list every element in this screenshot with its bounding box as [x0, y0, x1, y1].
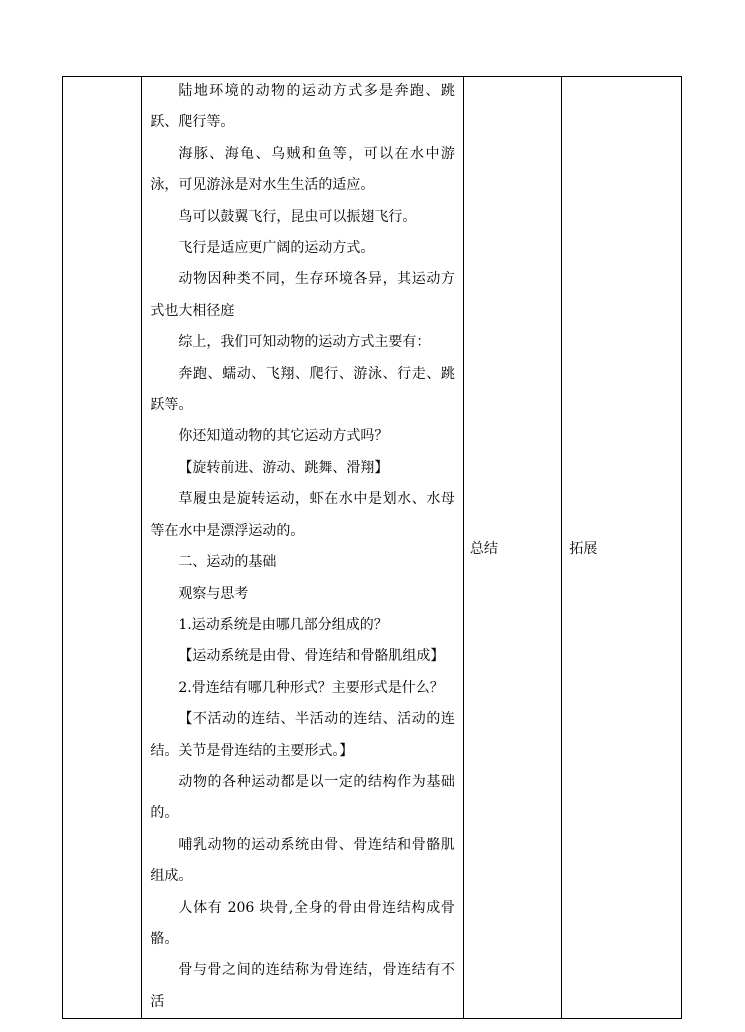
- paragraph: 【旋转前进、游动、跳舞、滑翔】: [178, 459, 389, 476]
- paragraph: 动物因种类不同，生存环境各异，其运动方式也大相径庭: [150, 271, 455, 319]
- summary-cell: [463, 77, 561, 1019]
- paragraph: 飞行是适应更广阔的运动方式。: [178, 240, 375, 257]
- empty-cell: [63, 77, 142, 1019]
- section-heading: 二、运动的基础: [178, 554, 277, 571]
- question: 1.运动系统是由哪几部分组成的？: [178, 616, 388, 633]
- paragraph: 鸟可以鼓翼飞行，昆虫可以振翅飞行。: [178, 208, 417, 225]
- paragraph: 哺乳动物的运动系统由骨、骨连结和骨骼肌组成。: [150, 836, 455, 885]
- paragraph: 陆地环境的动物的运动方式多是奔跑、跳跃、爬行等。: [150, 83, 455, 131]
- paragraph: 骨与骨之间的连结称为骨连结，骨连结有不活: [150, 962, 455, 1010]
- extension-label: 拓展: [569, 540, 598, 557]
- subheading: 观察与思考: [178, 585, 249, 602]
- question: 2.骨连结有哪几种形式？主要形式是什么？: [178, 679, 444, 696]
- answer: 【不活动的连结、半活动的连结、活动的连结。关节是骨连结的主要形式。】: [150, 711, 455, 759]
- paragraph: 人体有 206 块骨,全身的骨由骨连结构成骨骼。: [150, 899, 455, 947]
- paragraph: 海豚、海龟、乌贼和鱼等，可以在水中游泳，可见游泳是对水生生活的适应。: [150, 145, 455, 194]
- paragraph: 你还知道动物的其它运动方式吗？: [178, 428, 389, 445]
- paragraph: 动物的各种运动都是以一定的结构作为基础的。: [150, 773, 455, 822]
- paragraph: 综上，我们可知动物的运动方式主要有：: [178, 334, 431, 351]
- extension-cell: [562, 77, 682, 1019]
- table-row: [63, 77, 682, 1019]
- paragraph: 草履虫是旋转运动，虾在水中是划水、水母等在水中是漂浮运动的。: [150, 491, 455, 539]
- answer: 【运动系统是由骨、骨连结和骨骼肌组成】: [178, 648, 445, 665]
- summary-label: 总结: [469, 540, 498, 557]
- paragraph: 奔跑、蠕动、飞翔、爬行、游泳、行走、跳跃等。: [150, 365, 455, 414]
- lesson-table: [62, 76, 682, 1019]
- content-cell: [142, 77, 464, 1019]
